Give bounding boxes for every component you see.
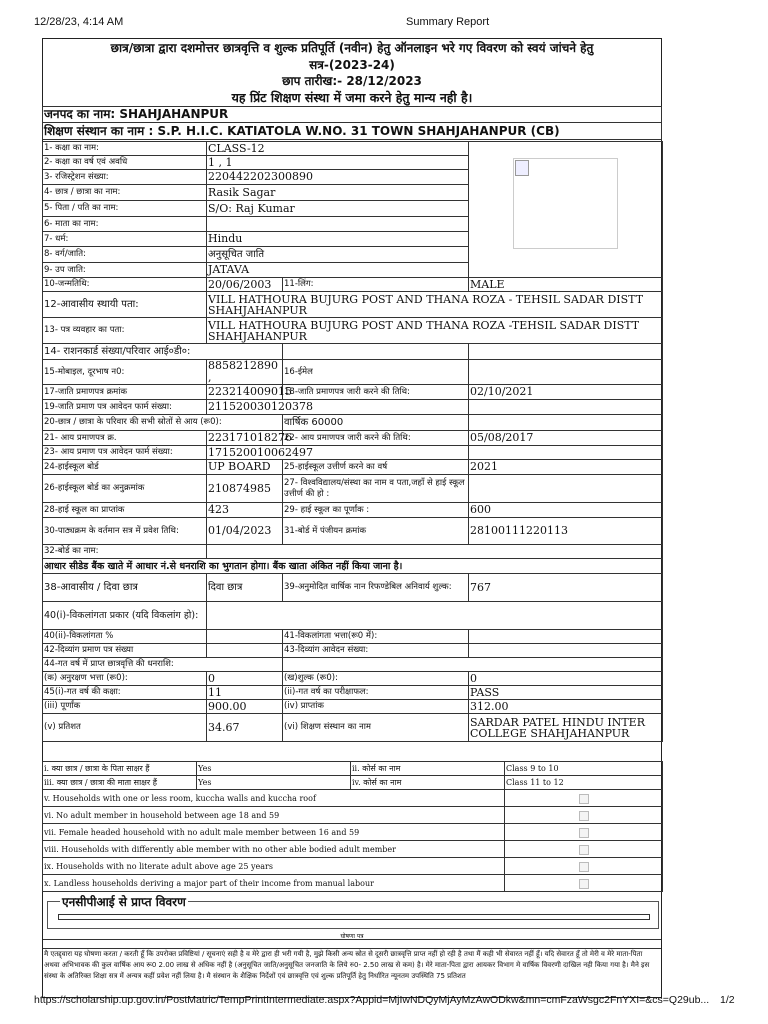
- value-hs-year: 2021: [469, 460, 663, 475]
- value-gender: MALE: [469, 278, 663, 292]
- value-registration: 220442202300890: [207, 170, 469, 185]
- a-course-name-1: Class 9 to 10: [505, 762, 663, 776]
- family-table: [42, 761, 663, 892]
- q-course-name-2: iv. कोर्स का नाम: [351, 776, 505, 790]
- value-religion: Hindu: [207, 232, 469, 247]
- ncpi-bar: [58, 914, 650, 920]
- checkbox[interactable]: [579, 811, 589, 821]
- not-valid-notice: यह प्रिंट शिक्षण संस्था में जमा करने हेतु मान्य नही है।: [231, 90, 473, 105]
- value-correspondence-address: VILL HATHOURA BUJURG POST AND THANA ROZA -TEHSIL SADAR DISTT SHAHJAHANPUR: [207, 318, 663, 344]
- label-disability-cert: 42-दिव्यांग प्रमाण पत्र संख्या: [43, 644, 207, 658]
- district-table: [42, 106, 662, 140]
- value-maintenance: 0: [207, 672, 283, 686]
- value-caste-cert-date: 02/10/2021: [469, 385, 663, 400]
- value-board-reg: 28100111220113: [469, 518, 663, 545]
- label-caste-cert-date: 18-जाति प्रमाणपत्र जारी करने की तिथि:: [283, 385, 469, 400]
- label-day-scholar: 38-आवासीय / दिवा छात्र: [43, 574, 207, 602]
- label-hs-board: 24-हाईस्कूल बोर्ड: [43, 460, 207, 475]
- value-father-name: S/O: Raj Kumar: [207, 201, 469, 217]
- institution-name: शिक्षण संस्थान का नाम : S.P. H.I.C. KATIATOLA W.NO. 31 TOWN SHAHJAHANPUR (CB): [43, 123, 662, 140]
- household-criterion: x. Landless households deriving a major part of their income from manual labour: [43, 875, 505, 892]
- label-mobile: 15-मोबाइल, दूरभाष न0:: [43, 360, 207, 385]
- label-email: 16-ईमेल: [283, 360, 469, 385]
- value-mobile: 8858212890 ,: [207, 360, 283, 385]
- label-student-name: 4- छात्र / छात्रा का नाम:: [43, 185, 207, 201]
- label-hs-total: 29- हाई स्कूल का पूर्णांक :: [283, 503, 469, 518]
- value-caste-cert: 223214009015: [208, 385, 292, 398]
- label-last-class: 45(i)-गत वर्ष की कक्षा:: [43, 686, 207, 700]
- checkbox[interactable]: [579, 845, 589, 855]
- value-caste-form-no: 211520030120378: [207, 400, 469, 415]
- declaration-title: घोषणा पत्र: [340, 933, 364, 940]
- value-hs-total: 600: [469, 503, 663, 518]
- value-subcaste: JATAVA: [207, 263, 469, 278]
- label-religion: 7- धर्म:: [43, 232, 207, 247]
- a-course-name-2: Class 11 to 12: [505, 776, 663, 790]
- label-disability-pct: 40(ii)-विकलांगता %: [43, 630, 207, 644]
- label-disability-type: 40(i)-विकलांगता प्रकार (यदि विकलांग हो):: [43, 602, 207, 630]
- label-hs-rollno: 26-हाईस्कूल बोर्ड का अनुक्रमांक: [43, 475, 207, 503]
- label-caste-cert: 17-जाति प्रमाणपत्र क्रमांक: [43, 385, 207, 400]
- label-income-cert-date: 22- आय प्रमाणपत्र जारी करने की तिथि:: [283, 431, 469, 446]
- label-board-name: 32-बोर्ड का नाम:: [43, 545, 207, 559]
- print-date: छाप तारीख:- 28/12/2023: [282, 74, 422, 88]
- value-permanent-address: VILL HATHOURA BUJURG POST AND THANA ROZA - TEHSIL SADAR DISTT SHAHJAHANPUR: [207, 292, 663, 318]
- label-hs-year: 25-हाईस्कूल उत्तीर्ण करने का वर्ष: [283, 460, 469, 475]
- checkbox[interactable]: [579, 879, 589, 889]
- label-caste-form-no: 19-जाति प्रमाण पत्र आवेदन फार्म संख्या:: [43, 400, 207, 415]
- label-income-cert: 21- आय प्रमाणपत्र क्र.: [43, 431, 207, 446]
- value-day-scholar: दिवा छात्र: [207, 574, 283, 602]
- value-mother-name: [207, 217, 469, 232]
- session-label: सत्र-(2023-24): [309, 58, 395, 72]
- household-criterion: v. Households with one or less room, kuccha walls and kuccha roof: [43, 790, 505, 807]
- household-criterion: viii. Households with differently able member with no other able bodied adult member: [43, 841, 505, 858]
- label-registration: 3- रजिस्ट्रेशन संख्या:: [43, 170, 207, 185]
- label-last-result: (ii)-गत वर्ष का परीक्षाफल:: [283, 686, 469, 700]
- page-number: 1/2: [720, 994, 735, 1006]
- a-father-literate: Yes: [197, 762, 351, 776]
- label-father-name: 5- पिता / पति का नाम:: [43, 201, 207, 217]
- label-income-form-no: 23- आय प्रमाण पत्र आवेदन फार्म संख्या:: [43, 446, 207, 460]
- value-category: अनुसूचित जाति: [207, 247, 469, 263]
- value-family-income: वार्षिक 60000: [283, 415, 469, 431]
- value-percentage: 34.67: [207, 714, 283, 742]
- ncpi-fieldset: [47, 895, 659, 929]
- value-dob: 20/06/2003: [207, 278, 283, 292]
- label-disability-allowance: 41-विकलांगता भत्ता(रू0 में):: [283, 630, 469, 644]
- page-url: https://scholarship.up.gov.in/PostMatric/TempPrintIntermediate.aspx?Appid=MjIwNDQyMjAyMzAwODkw&mn=cmFzaWsgc2FnYXI=&cs=Q29ub...: [34, 994, 710, 1006]
- label-dob: 10-जन्मतिथि:: [43, 278, 207, 292]
- print-timestamp: 12/28/23, 4:14 AM: [34, 16, 124, 28]
- label-admission-date: 30-पाठ्यक्रम के वर्तमान सत्र में प्रवेश तिथि:: [43, 518, 207, 545]
- value-class: CLASS-12: [207, 142, 469, 156]
- checkbox[interactable]: [579, 828, 589, 838]
- value-obtained-marks: 312.00: [469, 700, 663, 714]
- value-hs-rollno: 210874985: [207, 475, 283, 503]
- label-board-reg: 31-बोर्ड में पंजीयन क्रमांक: [283, 518, 469, 545]
- label-class: 1- कक्षा का नाम:: [43, 142, 207, 156]
- photo-cell: [469, 142, 663, 278]
- form-title: छात्र/छात्रा द्वारा दशमोत्तर छात्रवृत्ति व शुल्क प्रतिपूर्ति (नवीन) हेतु ऑनलाइन भरे गए विवरण को स्वयं जांचने हेतु: [110, 41, 594, 55]
- q-mother-literate: iii. क्या छात्र / छात्रा की माता साक्षर हैं: [43, 776, 197, 790]
- value-last-class: 11: [207, 686, 283, 700]
- label-non-refundable-fee: 39-अनुमोदित वार्षिक नान रिफण्डेबिल अनिवार्य शुल्क:: [283, 574, 469, 602]
- value-hs-marks: 423: [207, 503, 283, 518]
- label-category: 8- वर्ग/जाति:: [43, 247, 207, 263]
- q-father-literate: i. क्या छात्र / छात्रा के पिता साक्षर हैं: [43, 762, 197, 776]
- label-percentage: (v) प्रतिशत: [43, 714, 207, 742]
- value-last-institution: SARDAR PATEL HINDU INTER COLLEGE SHAHJAHANPUR: [469, 714, 663, 742]
- value-income-cert: 223171018276: [208, 431, 292, 444]
- declaration-rule: [43, 939, 661, 949]
- label-permanent-address: 12-आवासीय स्थायी पता:: [43, 292, 207, 318]
- label-last-scholarship: 44-गत वर्ष में प्राप्त छात्रवृत्ति की धनराशि:: [43, 658, 283, 672]
- label-hs-institution: 27- विश्वविद्यालय/संस्था का नाम व पता,जहाँ से हाई स्कूल उत्तीर्ण की हो :: [283, 475, 469, 503]
- label-gender: 11-लिंग:: [283, 278, 469, 292]
- value-max-marks: 900.00: [207, 700, 283, 714]
- label-fee: (ख)शुल्क (रू0):: [283, 672, 469, 686]
- label-maintenance: (क) अनुरक्षण भत्ता (रू0):: [43, 672, 207, 686]
- ncpi-legend: एनसीपीआई से प्राप्त विवरण: [62, 895, 186, 909]
- label-obtained-marks: (iv) प्राप्तांक: [283, 700, 469, 714]
- label-max-marks: (iii) पूर्णांक: [43, 700, 207, 714]
- value-class-year: 1 , 1: [207, 156, 469, 170]
- value-hs-board: UP BOARD: [207, 460, 283, 475]
- q-course-name-1: ii. कोर्स का नाम: [351, 762, 505, 776]
- summary-form: [42, 38, 662, 998]
- label-class-year: 2- कक्षा का वर्ष एवं अवधि: [43, 156, 207, 170]
- checkbox[interactable]: [579, 794, 589, 804]
- household-criterion: vii. Female headed household with no adult male member between 16 and 59: [43, 824, 505, 841]
- aadhaar-bank-note: आधार सीडेड बैंक खाते में आधार नं.से धनराशि का भुगतान होगा। बैंक खाता अंकित नहीं किया जाना है।: [43, 559, 663, 574]
- household-criterion: ix. Households with no literate adult above age 25 years: [43, 858, 505, 875]
- print-page-title: Summary Report: [406, 16, 490, 28]
- label-ration-card: 14- राशनकार्ड संख्या/परिवार आई०डी०:: [43, 344, 283, 360]
- label-disability-app: 43-दिव्यांग आवेदन संख्या:: [283, 644, 469, 658]
- a-mother-literate: Yes: [197, 776, 351, 790]
- label-family-income: 20-छात्र / छात्रा के परिवार की सभी स्रोतों से आय (रू0):: [43, 415, 283, 431]
- value-admission-date: 01/04/2023: [207, 518, 283, 545]
- value-non-refundable-fee: 767: [469, 574, 663, 602]
- label-hs-marks: 28-हाई स्कूल का प्राप्तांक: [43, 503, 207, 518]
- declaration-text: मै एतद्द्वारा यह घोषणा करता / करती हूँ कि उपरोक्त प्रविष्टियां / सूचनाएं सही है व मेरे द्वारा ही भरी गयी है, मुझे किसी अन्य स्रोत से दूसरी छात्रवृत्ति प्राप्त नहीं हो रही है तथा मैं कही भी सेवारत नहीं हूँ। यदि सेवारत हूँ तो मेरी व मेरे माता-पिता अथवा अभिभावक की कुल वार्षिक आय रू0 2.00 लाख से अधिक नहीं है (अनुसूचित जाति/अनुसूचित जनजाति के लिये रु0- 2.50 लाख से कम) है। मेरे माता-पिता द्वारा आयकर विभाग मे वार्षिक विवरणी दाखिल नही किया गया है। मैने इस संस्था के अतिरिक्त शिक्षा सत्र में अन्यत्र कहीं प्रवेश नहीं लिया है। मै संस्थान के शैक्षिक निर्देशों एवं छात्रवृत्ति एवं शुल्क प्रतिपूर्ति हेतु निर्धारित न्यूनतम उपस्थिति 75 प्रतिशत: [44, 950, 650, 980]
- value-income-form-no: 171520010062497: [207, 446, 469, 460]
- district-name: जनपद का नाम: SHAHJAHANPUR: [43, 107, 662, 123]
- value-student-name: Rasik Sagar: [207, 185, 469, 201]
- label-correspondence-address: 13- पत्र व्यवहार का पता:: [43, 318, 207, 344]
- details-table: [42, 141, 663, 742]
- label-last-institution: (vi) शिक्षण संस्थान का नाम: [283, 714, 469, 742]
- value-income-cert-date: 05/08/2017: [469, 431, 663, 446]
- value-last-result: PASS: [469, 686, 663, 700]
- label-subcaste: 9- उप जाति:: [43, 263, 207, 278]
- checkbox[interactable]: [579, 862, 589, 872]
- value-fee: 0: [469, 672, 663, 686]
- household-criterion: vi. No adult member in household between age 18 and 59: [43, 807, 505, 824]
- label-mother-name: 6- माता का नाम:: [43, 217, 207, 232]
